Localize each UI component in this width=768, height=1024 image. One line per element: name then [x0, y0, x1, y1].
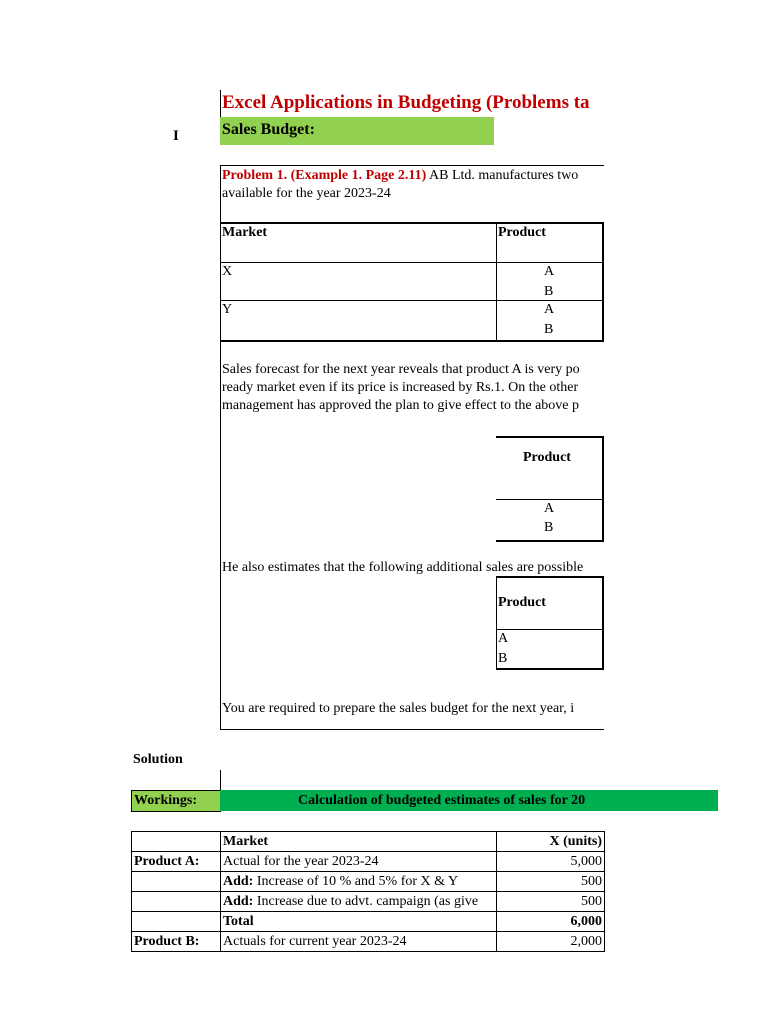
section-title: Sales Budget:	[220, 117, 494, 145]
table-row	[132, 852, 605, 872]
table1-market-x: X	[222, 264, 233, 279]
table-row	[132, 892, 605, 912]
calc-row-text	[221, 872, 497, 892]
table1-header-market: Market	[222, 225, 268, 240]
problem-text-line2: available for the year 2023-24	[222, 186, 391, 201]
table-row	[132, 872, 605, 892]
table1-product: B	[544, 322, 554, 337]
calc-row-label	[132, 892, 221, 912]
calc-row-label	[132, 872, 221, 892]
workings-label: Workings:	[131, 790, 221, 812]
problem-label: Problem 1. (Example 1. Page 2.11)	[222, 168, 427, 183]
calc-row-text: Actuals for current year 2023-24	[221, 932, 497, 952]
calc-row-label: Product A:	[132, 852, 221, 872]
calc-row-value: 500	[497, 872, 605, 892]
calc-row-prefix: Add:	[223, 894, 254, 909]
additional-sales-text: He also estimates that the following additional sales are possible	[222, 560, 584, 575]
calc-row-value: 2,000	[497, 932, 605, 952]
workings-title-text: Calculation of budgeted estimates of sales for 20	[298, 793, 586, 808]
table-row	[132, 832, 605, 852]
table1-header-product: Product	[498, 225, 546, 240]
calc-row-text-body: Increase due to advt. campaign (as give	[253, 894, 479, 909]
calc-row-text	[221, 892, 497, 912]
table1-product: B	[544, 284, 554, 299]
required-text: You are required to prepare the sales budget for the next year, i	[222, 701, 575, 716]
problem-text-line1: AB Ltd. manufactures two	[426, 168, 579, 183]
forecast-line: Sales forecast for the next year reveals that product A is very po	[222, 362, 580, 377]
table1-market-y: Y	[222, 302, 233, 317]
calc-row-value: 500	[497, 892, 605, 912]
table3-product: A	[498, 631, 509, 646]
forecast-line: management has approved the plan to give effect to the above p	[222, 398, 579, 413]
forecast-line: ready market even if its price is increased by Rs.1. On the other	[222, 380, 579, 395]
calc-row-text-body: Increase of 10 % and 5% for X & Y	[253, 874, 459, 889]
calc-header-market: Market	[221, 832, 497, 852]
table1-product: A	[544, 264, 555, 279]
section-number: I	[173, 128, 179, 144]
workings-title	[220, 790, 718, 811]
calc-label-cell	[132, 832, 221, 852]
table2-product: A	[544, 501, 555, 516]
calc-row-value: 5,000	[497, 852, 605, 872]
calculation-table	[131, 831, 605, 952]
solution-label: Solution	[133, 752, 183, 767]
page-title: Excel Applications in Budgeting (Problems ta	[222, 92, 590, 113]
table3-header-product: Product	[498, 595, 546, 610]
table1-product: A	[544, 302, 555, 317]
calc-row-value: 6,000	[497, 912, 605, 932]
table-row	[132, 912, 605, 932]
calc-row-text: Actual for the year 2023-24	[221, 852, 497, 872]
calc-row-text: Total	[221, 912, 497, 932]
calc-row-label	[132, 912, 221, 932]
table3-product: B	[498, 651, 508, 666]
calc-row-prefix: Add:	[223, 874, 254, 889]
calc-header-x-units: X (units)	[497, 832, 605, 852]
table2-header-product: Product	[523, 450, 571, 465]
calc-row-label: Product B:	[132, 932, 221, 952]
table-row	[132, 932, 605, 952]
problem-statement	[222, 168, 604, 184]
table2-product: B	[544, 520, 554, 535]
